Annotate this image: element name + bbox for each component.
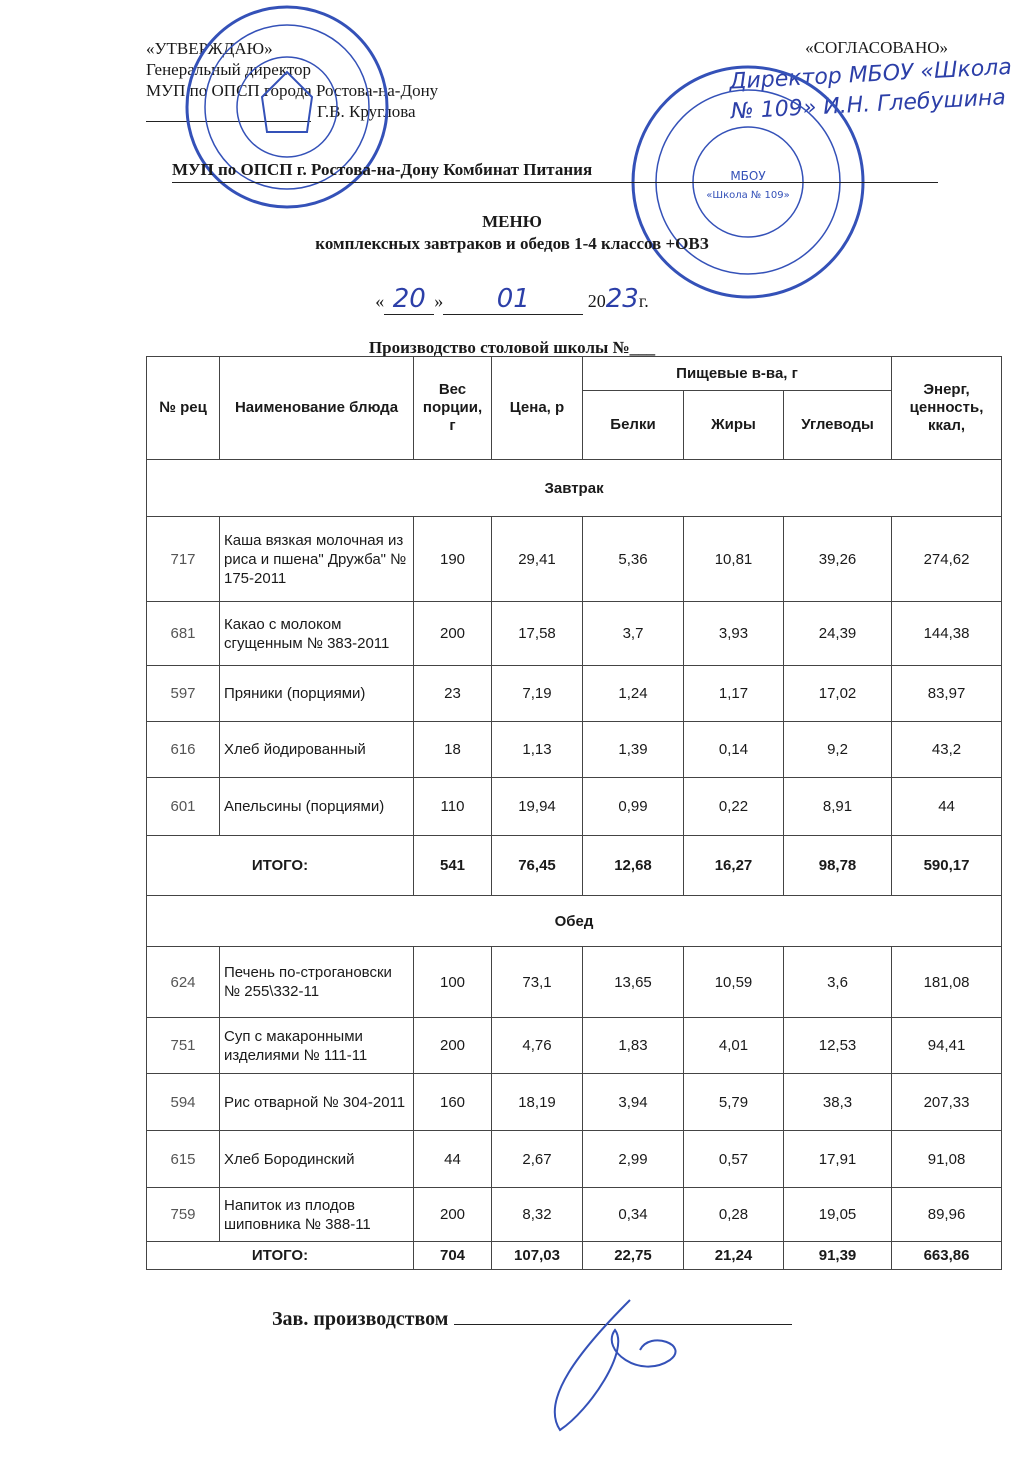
approval-position: Генеральный директор [146,60,312,79]
cell-energy: 91,08 [892,1131,1002,1188]
cell-energy: 89,96 [892,1188,1002,1242]
cell-fat: 10,81 [684,517,784,602]
svg-text:МБОУ: МБОУ [730,169,766,183]
signature-scribble-icon [520,1290,720,1440]
table-row [147,517,1002,602]
table-row [147,1131,1002,1188]
cell-weight: 44 [414,1131,492,1188]
table-row [147,1188,1002,1242]
cell-carbs: 8,91 [784,778,892,836]
cell-carbs: 3,6 [784,947,892,1018]
cell-price: 7,19 [492,666,583,722]
approval-title-left: «УТВЕРЖДАЮ» [146,39,273,58]
cell-price: 4,76 [492,1018,583,1074]
cell-energy: 43,2 [892,722,1002,778]
section-label-breakfast: Завтрак [147,460,1002,517]
cell-protein: 3,7 [583,602,684,666]
cell-carbs: 17,02 [784,666,892,722]
cell-protein: 0,34 [583,1188,684,1242]
table-row [147,1074,1002,1131]
cell-weight: 200 [414,1018,492,1074]
footer-label: Зав. производством [272,1308,449,1330]
total-fat: 21,24 [684,1242,784,1270]
header-energy: Энерг, ценность, ккал, [892,357,1002,460]
header-rec: № рец [147,357,220,460]
cell-carbs: 24,39 [784,602,892,666]
header-weight: Вес порции, г [414,357,492,460]
total-price: 76,45 [492,836,583,896]
cell-carbs: 39,26 [784,517,892,602]
cell-price: 2,67 [492,1131,583,1188]
cell-fat: 4,01 [684,1018,784,1074]
cell-name: Апельсины (порциями) [220,778,414,836]
cell-name: Хлеб Бородинский [220,1131,414,1188]
total-label: ИТОГО: [147,836,414,896]
cell-fat: 10,59 [684,947,784,1018]
cell-price: 18,19 [492,1074,583,1131]
cell-carbs: 12,53 [784,1018,892,1074]
cell-carbs: 9,2 [784,722,892,778]
cell-weight: 190 [414,517,492,602]
cell-weight: 160 [414,1074,492,1131]
cell-name: Суп с макаронными изделиями № 111-11 [220,1018,414,1074]
cell-energy: 207,33 [892,1074,1002,1131]
date-month: 01 [443,284,583,315]
total-protein: 22,75 [583,1242,684,1270]
cell-weight: 23 [414,666,492,722]
cell-fat: 0,22 [684,778,784,836]
total-protein: 12,68 [583,836,684,896]
date-close-quote: » [434,291,444,311]
total-price: 107,03 [492,1242,583,1270]
cell-protein: 1,83 [583,1018,684,1074]
header-carbs: Углеводы [784,391,892,460]
approval-org: МУП по ОПСП города Ростова-на-Дону [146,81,439,100]
cell-rec: 751 [147,1018,220,1074]
table-row [147,947,1002,1018]
menu-table [146,356,1002,1270]
cell-protein: 1,24 [583,666,684,722]
cell-energy: 274,62 [892,517,1002,602]
cell-rec: 681 [147,602,220,666]
approval-signer: Г.В. Круглова [317,102,416,121]
total-carbs: 91,39 [784,1242,892,1270]
cell-fat: 0,28 [684,1188,784,1242]
section-row-lunch [147,896,1002,947]
cell-energy: 44 [892,778,1002,836]
cell-rec: 616 [147,722,220,778]
cell-rec: 594 [147,1074,220,1131]
cell-protein: 1,39 [583,722,684,778]
total-energy: 663,86 [892,1242,1002,1270]
cell-price: 73,1 [492,947,583,1018]
cell-rec: 597 [147,666,220,722]
cell-protein: 13,65 [583,947,684,1018]
cell-weight: 100 [414,947,492,1018]
cell-fat: 0,57 [684,1131,784,1188]
section-label-lunch: Обед [147,896,1002,947]
cell-name: Хлеб йодированный [220,722,414,778]
cell-energy: 144,38 [892,602,1002,666]
cell-energy: 83,97 [892,666,1002,722]
cell-fat: 0,14 [684,722,784,778]
menu-date [0,284,1024,315]
cell-rec: 615 [147,1131,220,1188]
cell-rec: 759 [147,1188,220,1242]
cell-name: Напиток из плодов шиповника № 388-11 [220,1188,414,1242]
total-row-breakfast [147,836,1002,896]
header-name: Наименование блюда [220,357,414,460]
section-row-breakfast [147,460,1002,517]
table-row [147,722,1002,778]
table-row [147,666,1002,722]
approval-title-right: «СОГЛАСОВАНО» [805,38,948,57]
cell-price: 19,94 [492,778,583,836]
header-fat: Жиры [684,391,784,460]
cell-rec: 601 [147,778,220,836]
header-price: Цена, р [492,357,583,460]
handwritten-agreement: Директор МБОУ «Школа № 109» И.Н. Глебушина [728,54,1013,125]
cell-fat: 3,93 [684,602,784,666]
table-row [147,602,1002,666]
total-weight: 541 [414,836,492,896]
total-energy: 590,17 [892,836,1002,896]
total-label: ИТОГО: [147,1242,414,1270]
cell-rec: 624 [147,947,220,1018]
table-row [147,1018,1002,1074]
total-carbs: 98,78 [784,836,892,896]
cell-protein: 2,99 [583,1131,684,1188]
organization-name: МУП по ОПСП г. Ростова-на-Дону Комбинат Питания [172,160,938,183]
header-nutrients: Пищевые в-ва, г [583,357,892,391]
cell-name: Печень по-строгановски № 255\332-11 [220,947,414,1018]
cell-energy: 94,41 [892,1018,1002,1074]
total-fat: 16,27 [684,836,784,896]
date-year-mark: г. [638,291,649,311]
cell-name: Рис отварной № 304-2011 [220,1074,414,1131]
svg-text:«Школа № 109»: «Школа № 109» [706,190,790,201]
date-day: 20 [384,284,434,315]
cell-price: 17,58 [492,602,583,666]
cell-carbs: 38,3 [784,1074,892,1131]
cell-fat: 5,79 [684,1074,784,1131]
table-header-row [147,357,1002,391]
cell-weight: 200 [414,1188,492,1242]
cell-weight: 18 [414,722,492,778]
table-row [147,778,1002,836]
total-weight: 704 [414,1242,492,1270]
production-label: Производство столовой школы №___ [368,338,656,357]
header-protein: Белки [583,391,684,460]
menu-subtitle: комплексных завтраков и обедов 1-4 классов +ОВЗ [315,234,709,253]
cell-price: 1,13 [492,722,583,778]
cell-rec: 717 [147,517,220,602]
cell-name: Пряники (порциями) [220,666,414,722]
cell-name: Какао с молоком сгущенным № 383-2011 [220,602,414,666]
cell-protein: 3,94 [583,1074,684,1131]
date-open-quote: « [375,291,385,311]
cell-name: Каша вязкая молочная из риса и пшена" Дружба" № 175-2011 [220,517,414,602]
cell-weight: 110 [414,778,492,836]
date-year-prefix: 20 [587,291,606,311]
total-row-lunch [147,1242,1002,1270]
cell-weight: 200 [414,602,492,666]
cell-energy: 181,08 [892,947,1002,1018]
date-year-suffix: 23 [605,284,639,314]
cell-carbs: 19,05 [784,1188,892,1242]
menu-title: МЕНЮ [482,212,542,231]
cell-price: 8,32 [492,1188,583,1242]
cell-protein: 5,36 [583,517,684,602]
cell-price: 29,41 [492,517,583,602]
cell-protein: 0,99 [583,778,684,836]
cell-carbs: 17,91 [784,1131,892,1188]
cell-fat: 1,17 [684,666,784,722]
